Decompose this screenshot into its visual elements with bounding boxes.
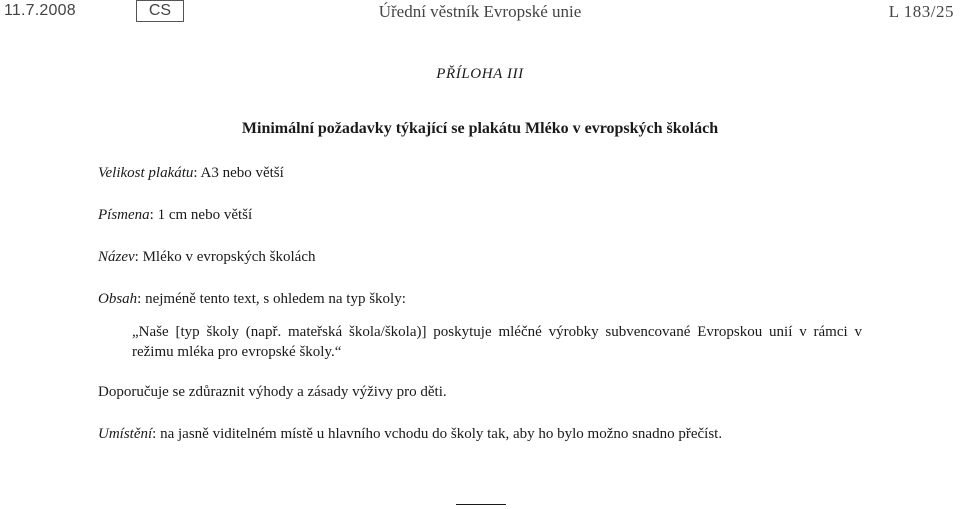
placement-line — [98, 424, 838, 444]
document-title: Minimální požadavky týkající se plakátu Mléko v evropských školách — [241, 120, 719, 137]
poster-content-line — [98, 289, 838, 309]
header-date: 11.7.2008 — [4, 2, 76, 19]
poster-name-line — [98, 247, 838, 267]
letter-size-value: : 1 cm nebo větší — [149, 207, 253, 223]
placement-value: : na jasně viditelném místě u hlavního vchodu do školy tak, aby ho bylo možno snadno přečíst. — [152, 426, 723, 442]
letter-size-line — [98, 205, 838, 225]
annex-heading: PŘÍLOHA III — [436, 66, 524, 82]
journal-title: Úřední věstník Evropské unie — [378, 2, 582, 21]
letter-size-label: Písmena — [98, 207, 150, 223]
poster-content-value: : nejméně tento text, s ohledem na typ školy: — [137, 291, 406, 307]
placement-label: Umístění — [98, 426, 153, 442]
end-rule-divider — [456, 504, 506, 505]
poster-content-label: Obsah — [98, 291, 138, 307]
poster-name-label: Název — [98, 249, 135, 265]
poster-name-value: : Mléko v evropských školách — [134, 249, 316, 265]
language-code-badge: CS — [136, 0, 184, 22]
poster-size-value: : A3 nebo větší — [193, 165, 284, 181]
recommendation-line: Doporučuje se zdůraznit výhody a zásady výživy pro děti. — [98, 384, 447, 400]
page-reference: L 183/25 — [888, 2, 954, 21]
required-text-quote: „Naše [typ školy (např. mateřská škola/škola)] poskytuje mléčné výrobky subvencované Evropskou unií v rámci v režimu mléka pro evropské školy.“ — [132, 324, 862, 360]
poster-size-label: Velikost plakátu — [98, 165, 194, 181]
poster-size-line — [98, 163, 838, 183]
